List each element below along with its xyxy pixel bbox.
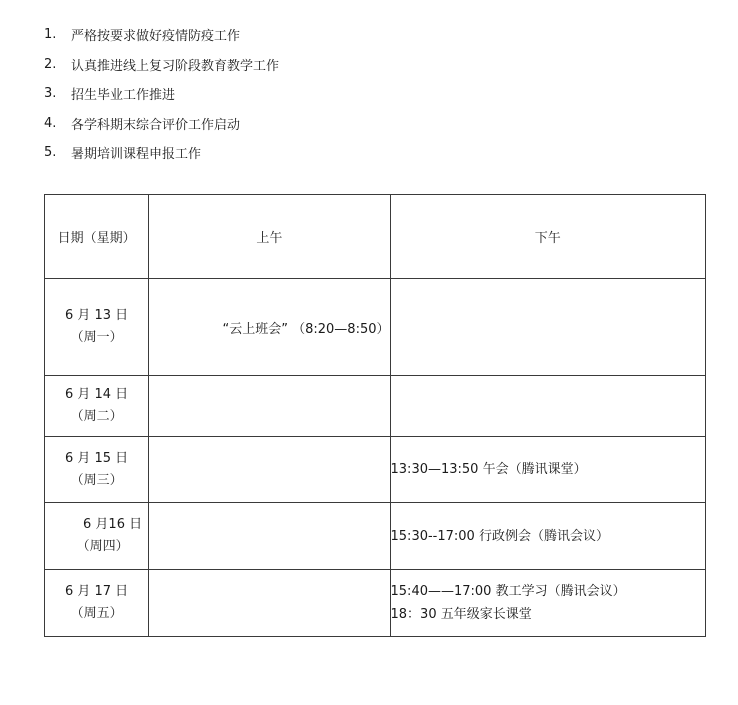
table-row: [45, 279, 706, 376]
list-item: [44, 50, 279, 80]
list-item-number: 1.: [44, 27, 57, 43]
afternoon-cell: [390, 503, 705, 570]
morning-cell: [149, 570, 390, 637]
afternoon-cell: [390, 570, 705, 637]
afternoon-cell: [390, 437, 705, 503]
list-item-text: 各学科期末综合评价工作启动: [71, 117, 241, 133]
table-row: [45, 570, 706, 637]
morning-cell: [149, 503, 390, 570]
morning-cell: “云上班会” （8:20—8:50）: [149, 279, 390, 376]
task-list: [44, 20, 279, 168]
list-item-number: 2.: [44, 56, 57, 72]
list-item-number: 4.: [44, 115, 57, 131]
weekday-text: （周一）: [70, 330, 123, 345]
list-item-text: 暑期培训课程申报工作: [71, 147, 202, 163]
afternoon-event: 15:30--17:00 行政例会（腾讯会议）: [390, 528, 609, 544]
date-text: 6 月 13 日: [64, 308, 129, 323]
weekday-text: （周五）: [70, 606, 123, 621]
schedule-table: [44, 194, 706, 637]
table-row: [45, 376, 706, 437]
date-cell: [45, 279, 149, 376]
afternoon-event: 18：30 五年级家长课堂: [390, 607, 532, 622]
afternoon-cell: [390, 376, 705, 437]
table-row: [45, 503, 706, 570]
header-afternoon: 下午: [390, 195, 705, 279]
weekday-text: （周三）: [70, 472, 123, 488]
date-text: 6 月 17 日: [64, 584, 129, 599]
list-item: [44, 20, 279, 50]
afternoon-event: 13:30—13:50 午会（腾讯课堂）: [390, 462, 587, 477]
list-item-number: 5.: [44, 145, 57, 161]
date-text: 6 月 15 日: [64, 450, 129, 466]
table-header-row: [45, 195, 706, 279]
date-cell: [45, 437, 149, 503]
list-item-text: 严格按要求做好疫情防疫工作: [71, 29, 241, 45]
weekday-text: （周四）: [76, 539, 129, 554]
date-cell: [45, 503, 149, 570]
list-item: [44, 138, 279, 168]
afternoon-event: 15:40——17:00 教工学习（腾讯会议）: [390, 584, 626, 599]
header-morning: 上午: [149, 195, 390, 279]
date-cell: [45, 376, 149, 437]
list-item: [44, 109, 279, 139]
list-item-text: 招生毕业工作推进: [71, 88, 176, 104]
afternoon-cell: [390, 279, 705, 376]
morning-cell: [149, 437, 390, 503]
date-text: 6 月 14 日: [64, 387, 129, 402]
morning-cell: [149, 376, 390, 437]
list-item-number: 3.: [44, 86, 57, 102]
header-date: 日期（星期）: [45, 195, 149, 279]
list-item: [44, 79, 279, 109]
table-row: [45, 437, 706, 503]
date-cell: [45, 570, 149, 637]
list-item-text: 认真推进线上复习阶段教育教学工作: [71, 58, 280, 74]
date-text: 6 月16 日: [83, 517, 143, 532]
weekday-text: （周二）: [70, 409, 123, 424]
